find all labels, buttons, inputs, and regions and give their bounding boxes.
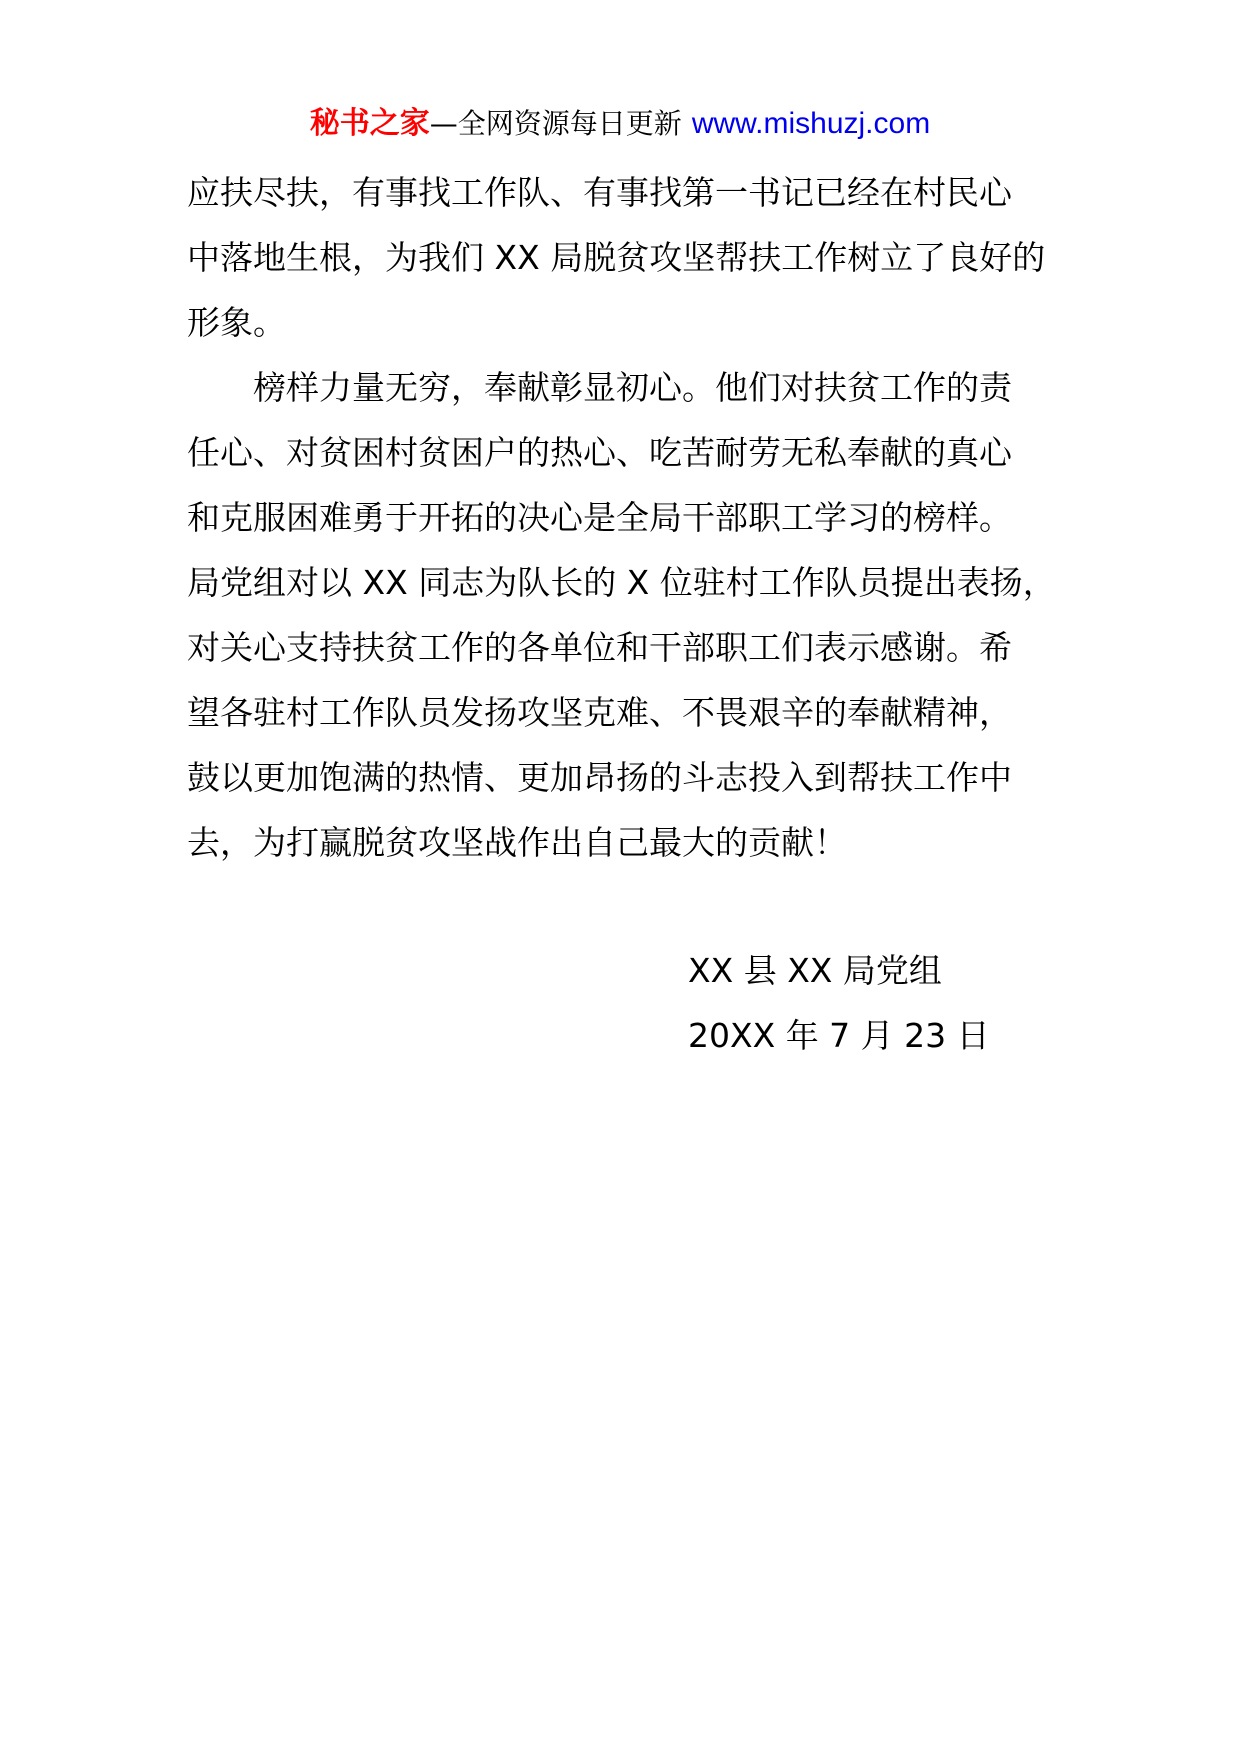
signature-date: 20XX 年 7 月 23 日: [688, 1016, 990, 1055]
brand-name: 秘书之家: [309, 106, 430, 141]
body-line-8: 对关心支持扶贫工作的各单位和干部职工们表示感谢。希: [187, 628, 1012, 667]
signature-block: [688, 938, 990, 1068]
body-line-10: 鼓以更加饱满的热情、更加昂扬的斗志投入到帮扶工作中: [187, 758, 1012, 797]
signature-org: XX 县 XX 局党组: [688, 951, 942, 990]
body-line-9: 望各驻村工作队员发扬攻坚克难、不畏艰辛的奉献精神，: [187, 693, 1012, 732]
body-line-6: 和克服困难勇于开拓的决心是全局干部职工学习的榜样。: [187, 498, 1012, 537]
body-line-5: 任心、对贫困村贫困户的热心、吃苦耐劳无私奉献的真心: [187, 433, 1012, 472]
website-link[interactable]: www.mishuzj.com: [691, 107, 931, 140]
document-body: [187, 160, 1077, 875]
body-line-4: 榜样力量无穷，奉献彰显初心。他们对扶贫工作的责: [253, 368, 1012, 407]
page-header: [0, 102, 1240, 146]
body-line-7: 局党组对以 XX 同志为队长的 X 位驻村工作队员提出表扬，: [187, 563, 1056, 602]
body-line-11: 去，为打赢脱贫攻坚战作出自己最大的贡献！: [187, 823, 847, 862]
body-line-2: 中落地生根，为我们 XX 局脱贫攻坚帮扶工作树立了良好的: [187, 238, 1046, 277]
body-line-3: 形象。: [187, 303, 286, 342]
header-tagline: —全网资源每日更新: [429, 107, 682, 140]
body-line-1: 应扶尽扶，有事找工作队、有事找第一书记已经在村民心: [187, 173, 1012, 212]
